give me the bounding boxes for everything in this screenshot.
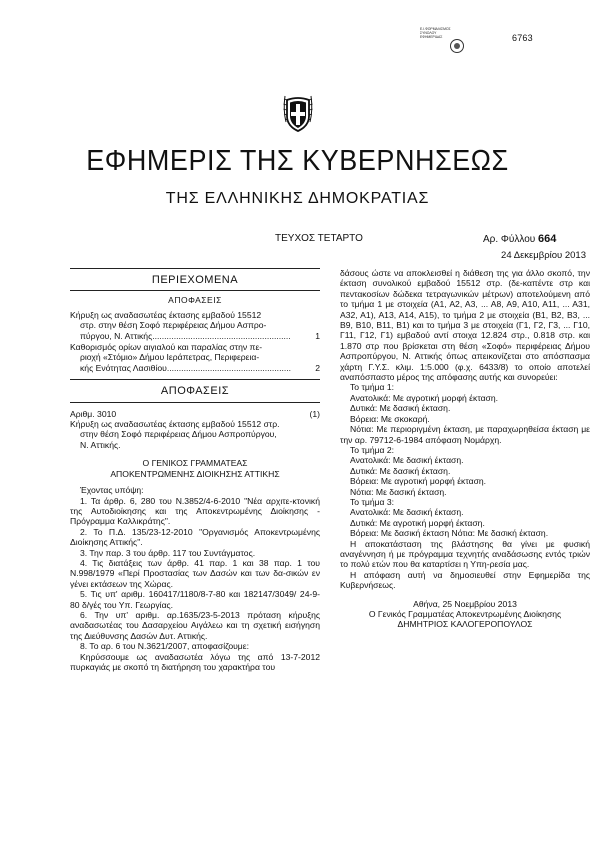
consideration: 4. Τις διατάξεις των άρθρ. 41 παρ. 1 και 38 παρ. 1 του Ν.998/1979 «Περί Προστασίας των Δασών και των δα-σικών εν γένει εκτάσεων της Χώρας. xyxy=(70,557,320,589)
subject-line: Ν. Αττικής. xyxy=(80,439,121,450)
boundary-line: Ανατολικά: Με αγροτική μορφή έκταση. xyxy=(350,392,499,403)
decision-number-row xyxy=(70,409,320,419)
consideration: 8. Το αρ. 6 του Ν.3621/2007, αποφασίζουμε: xyxy=(80,641,249,652)
decision-ref: (1) xyxy=(309,408,320,419)
barcode-stamp xyxy=(420,27,470,57)
stamp-seal-icon xyxy=(450,39,464,53)
contents-subheading: ΑΠΟΦΑΣΕΙΣ xyxy=(168,295,222,306)
decision-body-start: Κηρύσσουμε ως αναδασωτέα λόγω της από 13-7-2012 πυρκαγιάς με σκοπό τη διατήρηση του χαρακτήρα του xyxy=(70,651,320,672)
divider xyxy=(70,290,320,291)
boundary-line: Το τμήμα 1: xyxy=(350,382,395,393)
boundary-line: Δυτικά: Με αγροτική μορφή έκταση. xyxy=(350,517,485,528)
authority-line: ΑΠΟΚΕΝΤΡΩΜΕΝΗΣ ΔΙΟΙΚΗΣΗΣ ΑΤΤΙΚΗΣ xyxy=(110,468,280,479)
consideration: 2. Το Π.Δ. 135/23-12-2010 "Οργανισμός Αποκεντρωμένης Διοίκησης Αττικής". xyxy=(70,526,320,548)
signatory-name: ΔΗΜΗΤΡΙΟΣ ΚΑΛΟΓΕΡΟΠΟΥΛΟΣ xyxy=(397,619,533,630)
decision-number: Αριθμ. 3010 xyxy=(70,408,117,419)
page-number: 6763 xyxy=(512,33,533,43)
restoration-text: Η αποκατάσταση της βλάστησης θα γίνει με φυσική αναγέννηση ή με πρόγραμμα τεχνητής αναδάσωσης εντός τριών το πολύ ετών που θα καταρτίσει η Υπη-ρεσία μας. xyxy=(340,538,590,570)
boundary-line: Βόρεια: Με σκοκαρή. xyxy=(350,413,430,424)
coat-of-arms-icon xyxy=(281,90,315,134)
boundary-line: Ανατολικά: Με δασική έκταση. xyxy=(350,507,464,518)
decision-body-continued: δάσους ώστε να αποκλεισθεί η διάθεση της για άλλο σκοπό, την έκταση συνολικού εμβαδού 15512 στρ. (δε-καπέντε στρ και πεντακοσίων δώδεκα τετραγωνικών μέτρων) αποτελούμενη από το τμήμα 1 με στοιχεία (Α1, Α2, Α3, ... Α8, Α9, Α10, Α11, ... Α31, Α32, Α1), Α13, Α14, Α15), το τμήμα 2 με στοιχεία (Β1, Β2, Β3, ... Β9, Β10, Β11, Β1) και το τμήμα 3 με στοιχεία (Γ1, Γ2, Γ3, ... Γ10, Γ11, Γ12, Γ1) εμβαδού αντί στοιχα 12.824 στρ., 0.818 στρ. και 1.870 στρ που βρίσκεται στη θέση «Σοφό» περιφέρειας Δήμου Ασπροπύργου, Ν. Αττικής όπως απεικονίζεται στο απόσπασμα χάρτη Γ.Υ.Σ. κλιμ. 1:5.000 (φ.χ. 6433/8) το οποίο αποτελεί αναπόσπαστο μέρος της απόφασης αυτής και συνορεύει: xyxy=(340,268,590,383)
gazette-subtitle: ΤΗΣ ΕΛΛΗΝΙΚΗΣ ΔΗΜΟΚΡΑΤΙΑΣ xyxy=(165,190,430,207)
boundary-line: Νότια: Με δασική έκταση. xyxy=(350,486,447,497)
boundary-line: Το τμήμα 2: xyxy=(350,444,395,455)
right-column xyxy=(340,268,590,630)
left-column xyxy=(70,268,320,672)
boundary-line: Νότια: Με περιοριγμένη έκταση, με παραχωρηθείσα έκταση με την αρ. 79712-6-1984 απόφαση Νομάρχη. xyxy=(340,424,590,445)
boundary-line: Βόρεια: Με αγροτική μορφή έκταση. xyxy=(350,476,487,487)
sheet-label-text: Αρ. Φύλλου xyxy=(483,234,536,245)
boundary-line: Δυτικά: Με δασική έκταση. xyxy=(350,403,451,414)
subject-line: στην θέση Σοφό περιφέρειας Δήμου Ασπροπύργου, xyxy=(80,429,277,440)
signatory-title: Ο Γενικός Γραμματέας Αποκεντρωμένης Διοίκησης xyxy=(368,609,562,619)
boundary-line: Δυτικά: Με δασική έκταση. xyxy=(350,465,451,476)
issue-label: ΤΕΥΧΟΣ ΤΕΤΑΡΤΟ xyxy=(275,233,363,244)
sheet-number: 664 xyxy=(538,233,557,245)
toc-line: Κήρυξη ως αναδασωτέας έκτασης εμβαδού 15512 xyxy=(70,309,262,320)
consideration: 5. Τις υπ' αριθμ. 160417/1180/8-7-80 και 182147/3049/ 24-9-80 δ/γές του Υπ. Γεωργίας. xyxy=(70,589,320,610)
decisions-heading: ΑΠΟΦΑΣΕΙΣ xyxy=(160,385,230,398)
toc-line: ριοχή «Στόμιο» Δήμου Ιεράπετρας, Περιφερεια- xyxy=(80,352,260,363)
sheet-label xyxy=(483,233,556,245)
toc-line: κής Ενότητας Λασιθίου.................................................... xyxy=(80,362,292,373)
divider xyxy=(70,402,320,403)
toc-line: στρ. στην θέση Σοφό περιφέρειας Δήμου Ασπρο- xyxy=(80,320,267,331)
intro-text: Έχοντας υπόψη: xyxy=(80,485,144,496)
toc-item[interactable] xyxy=(70,342,320,373)
decision-subject xyxy=(70,419,320,450)
boundary-line: Ανατολικά: Με δασική έκταση. xyxy=(350,455,464,466)
authority-line: Ο ΓΕΝΙΚΟΣ ΓΡΑΜΜΑΤΕΑΣ xyxy=(142,458,248,469)
publication-text: Η απόφαση αυτή να δημοσιευθεί στην Εφημερίδα της Κυβερνήσεως. xyxy=(340,569,590,591)
consideration: 3. Την παρ. 3 του άρθρ. 117 του Συντάγματος. xyxy=(80,547,256,558)
toc-line: πύργου, Ν. Αττικής.......................................................... xyxy=(80,330,291,341)
gazette-title: ΕΦΗΜΕΡΙΣ ΤΗΣ ΚΥΒΕΡΝΗΣΕΩΣ xyxy=(86,145,509,177)
consideration: 1. Τα άρθρ. 6, 280 του Ν.3852/4-6-2010 "Νέα αρχιτε-κτονική της Αυτοδιοίκησης και της Αποκεντρωμένης Διοίκησης - Πρόγραμμα Καλλικράτης". xyxy=(70,495,320,527)
toc-line: Καθορισμός ορίων αιγιαλού και παραλίας στην πε- xyxy=(70,342,263,353)
issue-date: 24 Δεκεμβρίου 2013 xyxy=(501,250,586,261)
place-date: Αθήνα, 25 Νοεμβρίου 2013 xyxy=(413,598,517,609)
toc-page-number: 2 xyxy=(315,362,320,373)
toc-item[interactable] xyxy=(70,310,320,341)
toc-page-number: 1 xyxy=(315,330,320,341)
contents-heading: ΠΕΡΙΕΧΟΜΕΝΑ xyxy=(151,274,239,286)
consideration: 6. Την υπ' αριθμ. αρ.1635/23-5-2013 πρόταση κήρυξης αναδασωτέας του Δασαρχείου Αιγάλεω και τη σχετική εισήγηση της Διεύθυνσης Δασών Δυτ. Αττικής. xyxy=(70,609,320,641)
subject-line: Κήρυξη ως αναδασωτέας έκτασης εμβαδού 15512 στρ. xyxy=(70,419,280,430)
boundary-line: Το τμήμα 3: xyxy=(350,496,395,507)
stamp-text: Ε.Ι.ΦΟΡΜΑΛΙΣΜΟΣ ΣΥΝΟΛΟΥ ΕΦΗΜΕΡΙΔΑΣ xyxy=(420,27,451,40)
boundary-line: Βόρεια: Με δασική έκταση Νότια: Με δασική έκταση. xyxy=(350,528,549,539)
